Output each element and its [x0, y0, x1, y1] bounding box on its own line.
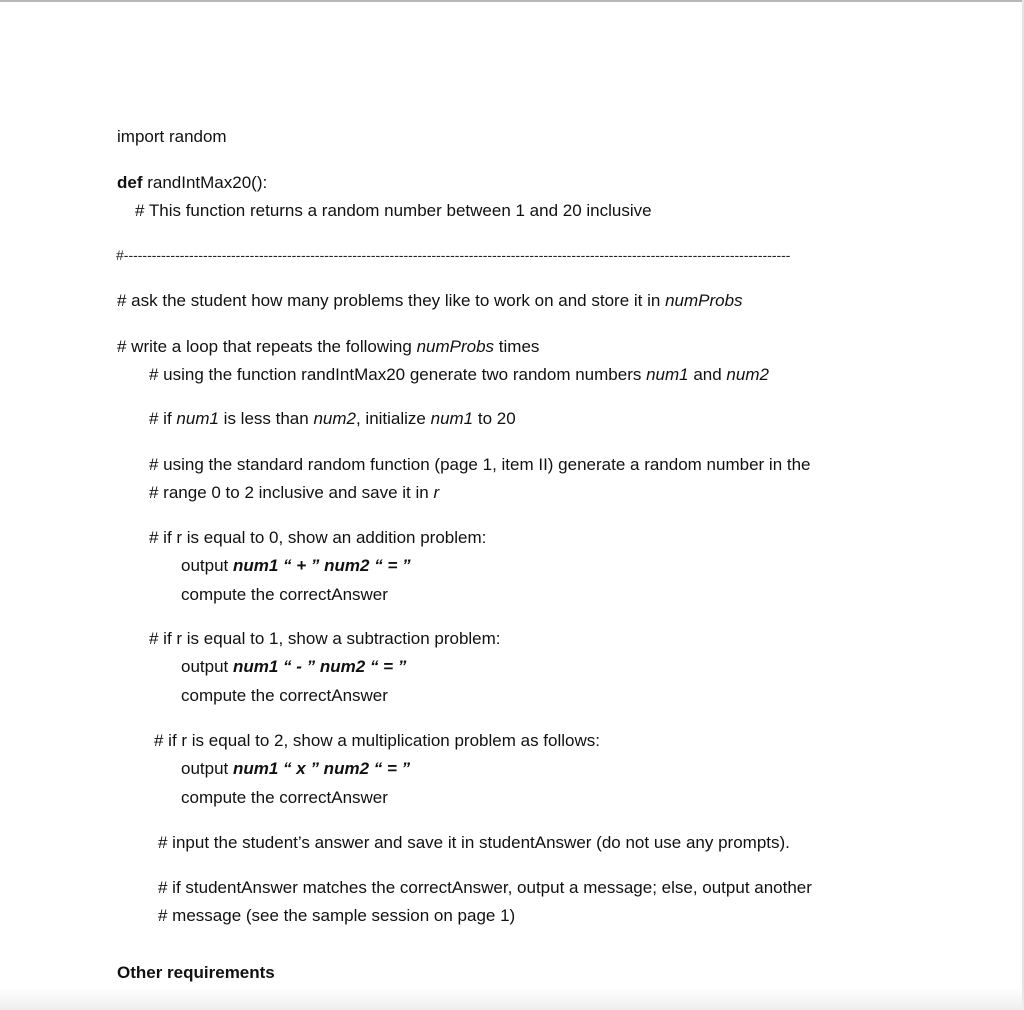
function-comment: # This function returns a random number between 1 and 20 inclusive [135, 201, 652, 220]
r1-condition: # if r is equal to 1, show a subtraction problem: [149, 629, 501, 648]
generate-comment: # using the function randIntMax20 generate two random numbers num1 and num2 [149, 365, 769, 384]
multiplication-expression: num1 “ x ” num2 “ = ” [233, 759, 411, 778]
match-comment-1: # if studentAnswer matches the correctAnswer, output a message; else, output another [158, 878, 812, 897]
def-signature: randIntMax20(): [142, 173, 268, 192]
var-num1: num1 [646, 365, 689, 384]
subtraction-expression: num1 “ - ” num2 “ = ” [233, 657, 407, 676]
if-less-comment: # if num1 is less than num2, initialize num1 to 20 [149, 409, 516, 428]
r2-condition: # if r is equal to 2, show a multiplication problem as follows: [154, 731, 600, 750]
addition-expression: num1 “ + ” num2 “ = ” [233, 556, 411, 575]
r0-condition: # if r is equal to 0, show an addition problem: [149, 528, 487, 547]
r2-compute: compute the correctAnswer [181, 788, 388, 807]
var-r: r [433, 483, 440, 502]
var-num2: num2 [726, 365, 769, 384]
var-numprobs: numProbs [416, 337, 495, 356]
std-random-comment-2: # range 0 to 2 inclusive and save it in r [149, 483, 440, 502]
input-comment: # input the student’s answer and save it in studentAnswer (do not use any prompts). [158, 833, 790, 852]
top-border [0, 0, 1024, 2]
r2-output: output num1 “ x ” num2 “ = ” [181, 759, 411, 778]
std-random-comment-1: # using the standard random function (page 1, item II) generate a random number in the [149, 455, 811, 474]
r1-compute: compute the correctAnswer [181, 686, 388, 705]
match-comment-2: # message (see the sample session on page 1) [158, 906, 516, 925]
other-requirements-heading: Other requirements [117, 963, 275, 982]
def-keyword: def [117, 173, 143, 192]
page-bottom-shadow [0, 988, 1024, 1010]
def-line [117, 172, 267, 194]
var-numprobs: numProbs [665, 291, 743, 310]
r0-output: output num1 “ + ” num2 “ = ” [181, 556, 411, 575]
separator-line: #----------------------------------------------------------------------------------------------------------------------------------------------- [116, 247, 791, 263]
r0-compute: compute the correctAnswer [181, 585, 388, 604]
import-line: import random [117, 127, 227, 146]
ask-comment: # ask the student how many problems they like to work on and store it in numProbs [117, 291, 743, 310]
loop-comment: # write a loop that repeats the following numProbs times [117, 337, 540, 356]
r1-output: output num1 “ - ” num2 “ = ” [181, 657, 407, 676]
